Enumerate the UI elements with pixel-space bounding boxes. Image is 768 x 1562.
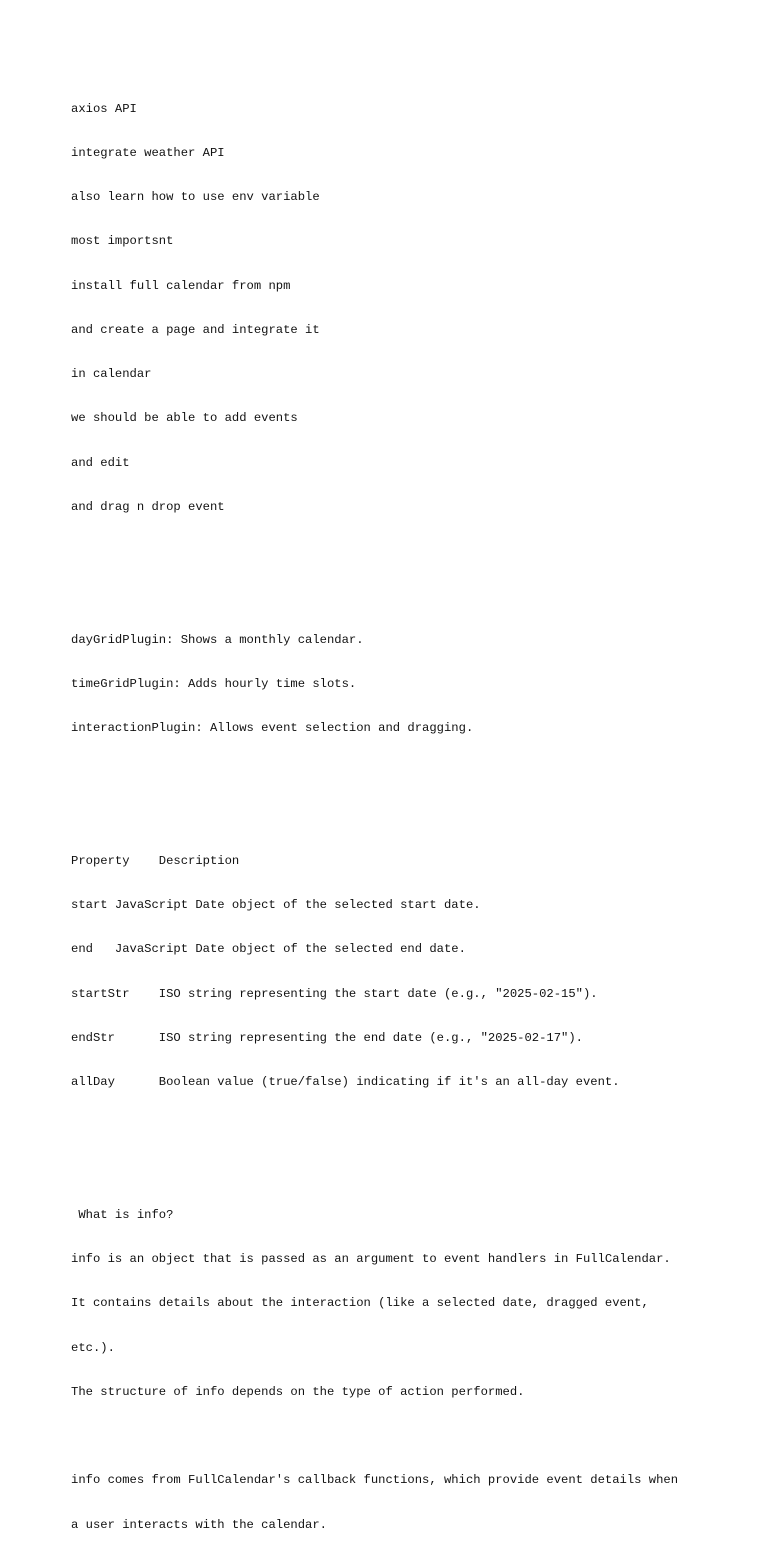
blank-line <box>71 1164 731 1179</box>
text-line: a user interacts with the calendar. <box>71 1517 327 1532</box>
table-row-line: allDay Boolean value (true/false) indicating if it's an all-day event. <box>71 1075 620 1089</box>
text-line: also learn how to use env variable <box>71 190 320 204</box>
blank-line <box>71 1429 731 1444</box>
text-line: The structure of info depends on the type of action performed. <box>71 1384 525 1399</box>
blank-line <box>71 765 731 780</box>
table-header-line: Property Description <box>71 853 240 868</box>
text-line: etc.). <box>71 1340 115 1355</box>
blank-line <box>71 544 731 559</box>
text-line: in calendar <box>71 367 152 381</box>
text-line: we should be able to add events <box>71 411 298 426</box>
table-row-line: end JavaScript Date object of the selected end date. <box>71 942 466 957</box>
text-line: interactionPlugin: Allows event selection and dragging. <box>71 721 474 735</box>
blank-line <box>71 810 731 825</box>
text-line: timeGridPlugin: Adds hourly time slots. <box>71 676 357 691</box>
blank-line <box>71 1119 731 1134</box>
text-line: info comes from FullCalendar's callback functions, which provide event details when <box>71 1473 679 1488</box>
text-line: It contains details about the interaction (like a selected date, dragged event, <box>71 1296 649 1311</box>
document-text <box>71 72 731 1562</box>
text-line: dayGridPlugin: Shows a monthly calendar. <box>71 632 364 647</box>
table-row-line: startStr ISO string representing the start date (e.g., "2025-02-15"). <box>71 986 598 1001</box>
text-line: info is an object that is passed as an argument to event handlers in FullCalendar. <box>71 1252 671 1266</box>
section-heading-line: What is info? <box>71 1207 174 1222</box>
text-line: most importsnt <box>71 234 174 249</box>
text-line: axios API <box>71 101 137 116</box>
table-row-line: endStr ISO string representing the end date (e.g., "2025-02-17"). <box>71 1030 583 1045</box>
text-line: and drag n drop event <box>71 499 225 514</box>
text-line: and create a page and integrate it <box>71 322 320 337</box>
text-line: integrate weather API <box>71 145 225 160</box>
text-line: and edit <box>71 455 130 470</box>
blank-line <box>71 588 731 603</box>
text-line: install full calendar from npm <box>71 278 291 293</box>
table-row-line: start JavaScript Date object of the selected start date. <box>71 898 481 912</box>
